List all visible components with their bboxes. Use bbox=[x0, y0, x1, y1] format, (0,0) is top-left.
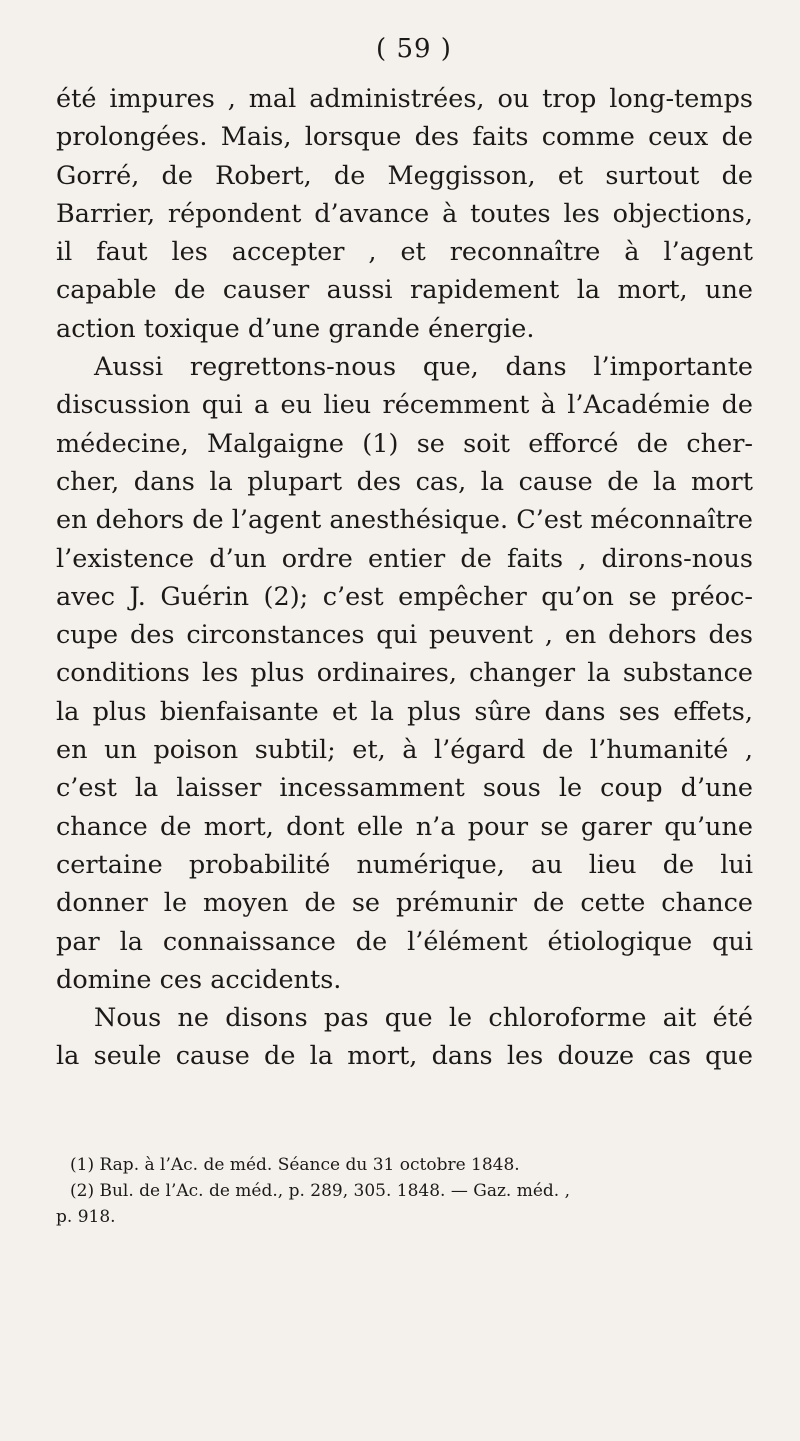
text-line: il faut les accepter , et reconnaître à l’agent bbox=[56, 237, 753, 268]
text-line: certaine probabilité numérique, au lieu de lui bbox=[56, 849, 753, 880]
text-line: en dehors de l’agent anesthésique. C’est méconnaître bbox=[56, 505, 753, 536]
text-line: la seule cause de la mort, dans les douze cas que bbox=[56, 1041, 753, 1072]
body-text bbox=[56, 80, 753, 1076]
text-line: donner le moyen de se prémunir de cette chance bbox=[56, 888, 753, 919]
footnote-2: (2) Bul. de l’Ac. de méd., p. 289, 305. 1848. — Gaz. méd. , bbox=[70, 1181, 571, 1201]
text-line: la plus bienfaisante et la plus sûre dans ses effets, bbox=[56, 696, 753, 727]
text-line: action toxique d’une grande énergie. bbox=[56, 313, 535, 344]
text-line: médecine, Malgaigne (1) se soit efforcé de cher- bbox=[56, 428, 753, 459]
text-line: chance de mort, dont elle n’a pour se garer qu’une bbox=[56, 811, 753, 842]
text-line: par la connaissance de l’élément étiologique qui bbox=[56, 926, 753, 957]
footnotes bbox=[56, 1152, 753, 1230]
text-line: cupe des circonstances qui peuvent , en dehors des bbox=[56, 620, 753, 651]
text-line: capable de causer aussi rapidement la mort, une bbox=[56, 275, 753, 306]
paragraph-1 bbox=[56, 80, 753, 348]
text-line: Gorré, de Robert, de Meggisson, et surtout de bbox=[56, 160, 753, 191]
page-number: ( 59 ) bbox=[376, 34, 452, 64]
text-line: c’est la laisser incessamment sous le coup d’une bbox=[56, 773, 753, 804]
text-line: domine ces accidents. bbox=[56, 964, 342, 995]
paragraph-2 bbox=[56, 348, 753, 999]
text-line: Nous ne disons pas que le chloroforme ait été bbox=[94, 1003, 753, 1034]
text-line: avec J. Guérin (2); c’est empêcher qu’on se préoc- bbox=[56, 581, 753, 612]
paragraph-3 bbox=[56, 999, 753, 1076]
text-line: cher, dans la plupart des cas, la cause de la mort bbox=[56, 466, 753, 497]
text-line: Aussi regrettons-nous que, dans l’importante bbox=[94, 352, 753, 383]
text-line: Barrier, répondent d’avance à toutes les objections, bbox=[56, 198, 753, 229]
footnote-2-continued: p. 918. bbox=[56, 1207, 116, 1227]
text-line: l’existence d’un ordre entier de faits , dirons-nous bbox=[56, 543, 753, 574]
text-line: prolongées. Mais, lorsque des faits comme ceux de bbox=[56, 122, 753, 153]
text-line: conditions les plus ordinaires, changer la substance bbox=[56, 658, 753, 689]
text-line: discussion qui a eu lieu récemment à l’Académie de bbox=[56, 390, 753, 421]
text-line: été impures , mal administrées, ou trop long-temps bbox=[56, 84, 753, 114]
footnote-1: (1) Rap. à l’Ac. de méd. Séance du 31 octobre 1848. bbox=[70, 1155, 520, 1175]
text-line: en un poison subtil; et, à l’égard de l’humanité , bbox=[56, 735, 753, 766]
